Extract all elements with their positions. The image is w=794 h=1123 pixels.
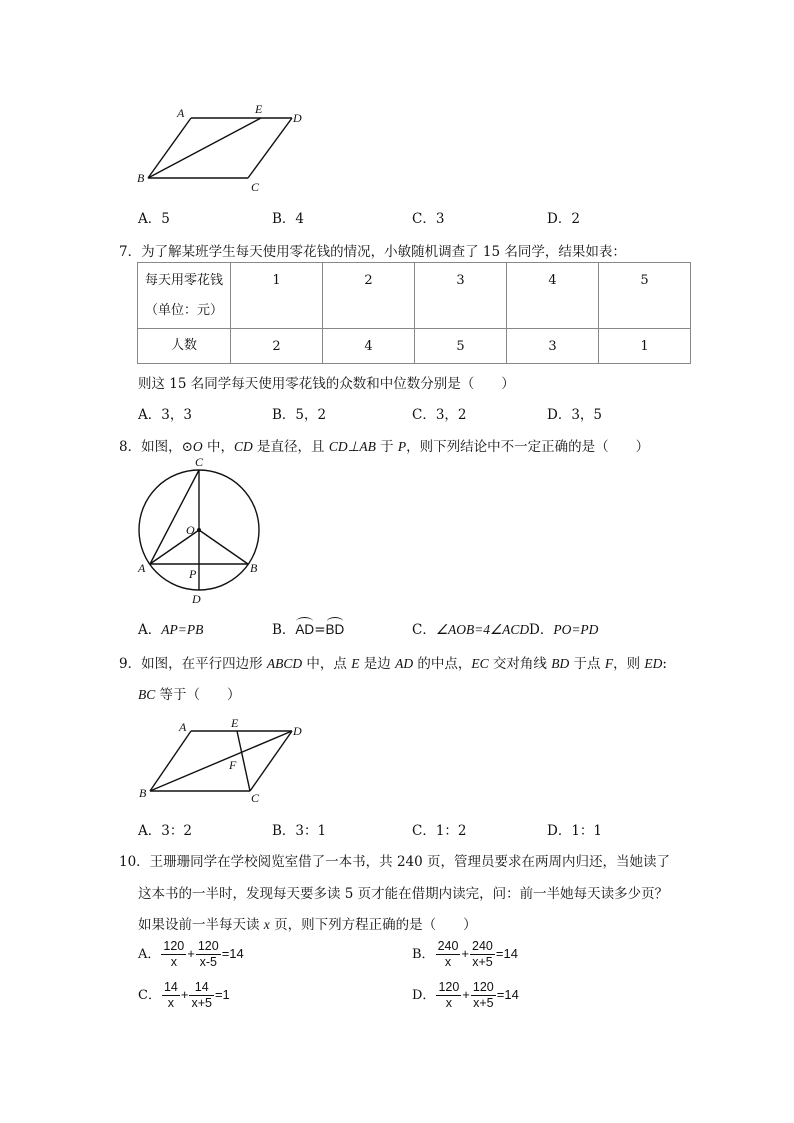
q8-option-c[interactable] (412, 618, 529, 638)
fraction (162, 980, 180, 1011)
q9-part: 的中点， (413, 656, 472, 672)
q9-part: 交对角线 (488, 656, 552, 672)
option-expr: AP=PB (161, 622, 204, 637)
option-label: A． (138, 622, 162, 638)
q7-option-c[interactable]: C．3，2 (412, 407, 467, 423)
q8-stem-part: 是直径，且 (252, 439, 329, 455)
arc-ad: AD (295, 622, 315, 637)
q7-option-b[interactable]: B．5，2 (272, 407, 327, 423)
q8-stem-var: O (192, 439, 203, 454)
q8-stem-part: 8．如图，⊙ (119, 439, 193, 455)
q6-option-b[interactable]: B．4 (272, 211, 305, 227)
option-label: A． (138, 946, 161, 962)
q9-part: ，则 (613, 656, 645, 672)
edge-dc (248, 118, 292, 178)
rhs: =1 (214, 986, 230, 1002)
label-d: D (192, 592, 201, 606)
q9-var: E (351, 656, 360, 671)
q10-option-c[interactable] (138, 980, 230, 1011)
operator: + (187, 945, 195, 961)
q9-option-d[interactable]: D．1：1 (547, 823, 603, 839)
q10-option-d[interactable] (412, 980, 519, 1011)
q8-stem-part: 中， (202, 439, 234, 455)
q9-part: : (662, 656, 667, 672)
q9-var: F (604, 656, 614, 671)
table-cell: 1 (231, 263, 323, 329)
fraction (470, 939, 495, 970)
rhs: =14 (496, 986, 519, 1002)
rhs: =14 (495, 945, 518, 961)
q9-option-b[interactable]: B．3：1 (272, 823, 327, 839)
q9-stem-line2 (138, 683, 241, 703)
operator: + (180, 986, 189, 1002)
q8-option-d[interactable] (529, 618, 598, 638)
numerator: 120 (472, 980, 494, 994)
denominator: x (170, 955, 177, 969)
q9-var: ED (644, 656, 663, 671)
center-dot (197, 528, 201, 532)
label-c: C (251, 791, 260, 805)
numerator: 120 (163, 939, 185, 953)
q8-stem-part: 于 (375, 439, 398, 455)
q10-option-b[interactable] (412, 939, 518, 970)
q6-parallelogram-figure (134, 100, 314, 195)
option-expr: ∠AOB=4∠ACD (435, 622, 530, 637)
q8-stem-var: CD⊥AB (328, 439, 376, 454)
table-cell: 4 (507, 263, 599, 329)
q8-circle-figure (134, 452, 274, 610)
q8-stem-part: ，则下列结论中不一定正确的是（ ） (406, 439, 650, 455)
q7-table (137, 262, 691, 364)
q8-option-a[interactable] (138, 618, 203, 638)
rhs: =14 (221, 945, 244, 961)
q6-option-c[interactable]: C．3 (412, 211, 445, 227)
q9-option-c[interactable]: C．1：2 (412, 823, 467, 839)
label-a: A (179, 720, 187, 734)
numerator: 240 (472, 939, 493, 953)
option-label: D． (529, 622, 554, 638)
q9-var: BD (551, 656, 570, 671)
q9-option-a[interactable]: A．3：2 (138, 823, 192, 839)
label-c: C (251, 180, 260, 194)
label-c: C (195, 455, 204, 469)
label-b: B (139, 786, 147, 800)
operator: + (461, 945, 470, 961)
denominator: x+5 (472, 955, 493, 969)
table-label-line2: （单位：元） (144, 302, 223, 318)
table-cell: 5 (599, 263, 691, 329)
label-e: E (231, 716, 239, 730)
operator: + (462, 986, 470, 1002)
q7-stem: 7．为了解某班学生每天使用零花钱的情况，小敏随机调查了 15 名同学，结果如表： (119, 244, 626, 260)
table-cell-label (138, 263, 231, 329)
arc-bd: BD (325, 622, 345, 637)
fraction (436, 980, 461, 1011)
table-cell-label: 人数 (138, 329, 231, 364)
fraction (189, 980, 214, 1011)
segment-ac (150, 470, 199, 564)
label-d: D (293, 111, 302, 125)
q9-part: 是边 (359, 656, 396, 672)
fraction (161, 939, 186, 970)
label-o: O (186, 523, 195, 537)
q7-option-a[interactable]: A．3，3 (138, 407, 192, 423)
option-label: B． (272, 622, 296, 638)
numerator: 240 (437, 939, 459, 953)
q9-parallelogram-figure (134, 713, 314, 808)
segment-be (148, 118, 261, 178)
q8-option-b[interactable] (272, 618, 344, 638)
numerator: 14 (189, 980, 214, 996)
numerator: 14 (163, 980, 178, 994)
denominator: x-5 (199, 955, 217, 969)
label-a: A (138, 561, 146, 575)
table-cell: 5 (415, 329, 507, 364)
q9-part: 等于（ ） (155, 687, 241, 703)
option-label: C． (412, 622, 436, 638)
label-e: E (255, 102, 263, 116)
edge-ba (148, 118, 191, 178)
fraction (436, 939, 461, 970)
option-label: C． (138, 987, 161, 1003)
denominator: x (444, 955, 452, 969)
label-b: B (137, 171, 145, 185)
table-cell: 4 (323, 329, 415, 364)
q8-stem-var: CD (233, 439, 253, 454)
label-b: B (250, 561, 258, 575)
q9-var: AD (395, 656, 414, 671)
q7-question: 则这 15 名同学每天使用零花钱的众数和中位数分别是（ ） (138, 376, 515, 392)
q10-part: 页，则下列方程正确的是（ ） (269, 917, 477, 933)
q10-part: 如果设前一半每天读 (138, 917, 264, 933)
q10-var: x (263, 917, 270, 932)
denominator: x (445, 996, 452, 1010)
label-a: A (177, 106, 185, 120)
table-cell: 2 (231, 329, 323, 364)
q9-part: 9．如图，在平行四边形 (119, 656, 267, 672)
fraction (471, 980, 496, 1011)
q10-stem-line2: 这本书的一半时，发现每天要多读 5 页才能在借期内读完，问：前一半她每天读多少页？ (138, 886, 669, 902)
table-row (138, 263, 691, 329)
option-eq: = (314, 622, 326, 638)
table-label-line1: 每天用零花钱 (144, 272, 223, 288)
table-cell: 2 (323, 263, 415, 329)
q10-option-a[interactable] (138, 939, 244, 970)
segment-ec (237, 731, 250, 791)
table-cell: 3 (507, 329, 599, 364)
numerator: 120 (438, 980, 460, 994)
label-f: F (229, 758, 237, 772)
q9-var: EC (471, 656, 489, 671)
denominator: x (167, 996, 175, 1010)
table-row (138, 329, 691, 364)
denominator: x+5 (191, 996, 212, 1010)
denominator: x+5 (473, 996, 494, 1010)
q9-var: ABCD (266, 656, 303, 671)
table-cell: 3 (415, 263, 507, 329)
q9-part: 中，点 (302, 656, 352, 672)
option-label: D． (412, 987, 436, 1003)
segment-bo (199, 530, 248, 564)
q7-option-d[interactable]: D．3，5 (547, 407, 603, 423)
q9-var: BC (138, 687, 156, 702)
label-d: D (293, 724, 302, 738)
q6-option-d[interactable]: D．2 (547, 211, 580, 227)
q9-stem-line1 (119, 652, 667, 672)
option-label: B． (412, 946, 435, 962)
option-expr: PO=PD (553, 622, 599, 637)
q8-stem-var: P (397, 439, 407, 454)
fraction (196, 939, 221, 970)
q6-option-a[interactable]: A．5 (138, 211, 170, 227)
table-cell: 1 (599, 329, 691, 364)
q9-part: 于点 (569, 656, 605, 672)
label-p: P (189, 567, 197, 581)
q10-stem-line1: 10．王珊珊同学在学校阅览室借了一本书，共 240 页，管理员要求在两周内归还，当她读了 (119, 854, 671, 870)
q10-stem-line3 (138, 913, 477, 933)
numerator: 120 (197, 939, 219, 953)
